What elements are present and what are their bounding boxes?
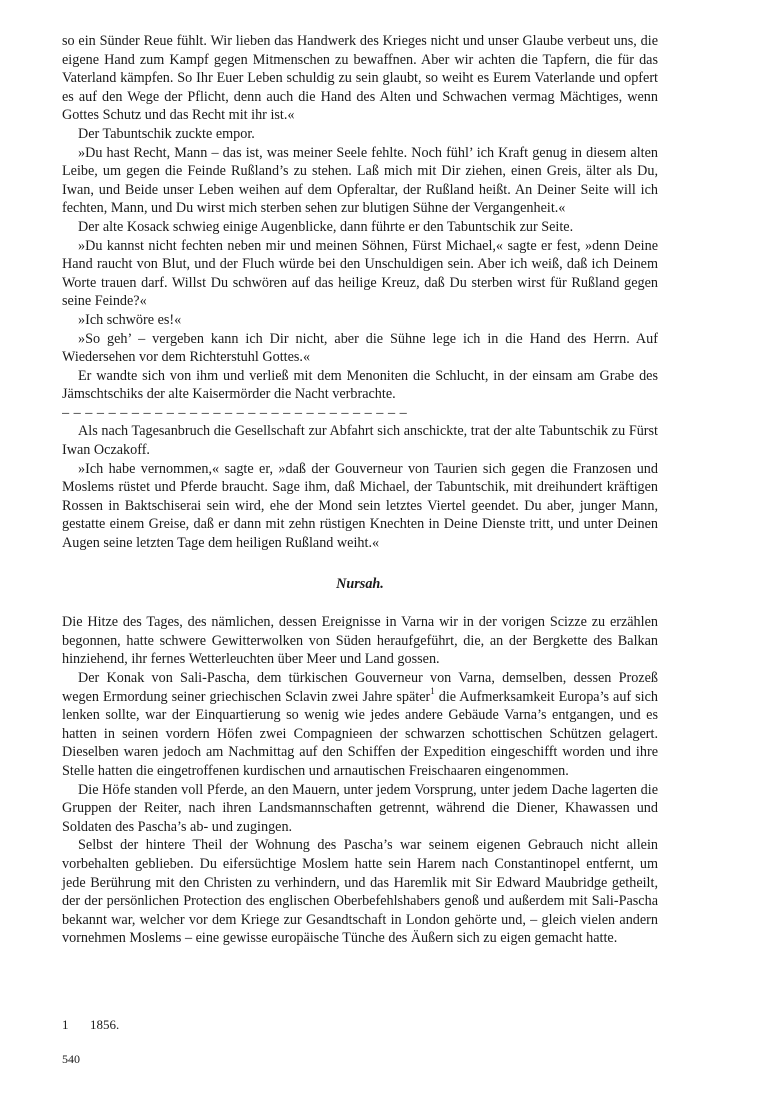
text-block-middle: [62, 422, 658, 552]
paragraph: »Du kannst nicht fechten neben mir und meinen Söhnen, Fürst Michael,« sagte er fest, »denn Deine Hand raucht von Blut, und der Fluch würde bei den Unschuldigen sein. Aber ich weiß, daß ich Deinem Worte trauen darf. Willst Du schwören auf das heilige Kreuz, daß Du sterben wirst für Rußland gegen seine Feinde?«: [62, 237, 658, 310]
paragraph: Selbst der hintere Theil der Wohnung des Pascha’s war seinem eigenen Gebrauch nicht allein vorbehalten geblieben. Du eifersüchtige Moslem hatte sein Harem nach Constantinopel entfernt, um jede Berührung mit den Christen zu verhindern, und das Haremlik mit Sir Edward Maubridge getheilt, der der persönlichen Protection des englischen Oberbefehlshabers genoß und außerdem mit Sali-Pascha bekannt war, welcher vor dem Kriege zur Gesandtschaft in London gehörte und, – gleich vielen andern vornehmen Moslems – eine gewisse europäische Tünche des Äußern sich zu eigen gemacht hatte.: [62, 837, 658, 947]
paragraph-konak: [62, 669, 658, 781]
paragraph: »Du hast Recht, Mann – das ist, was meiner Seele fehlte. Noch fühl’ ich Kraft genug in diesem alten Leibe, um gegen die Feinde Rußland’s zu stehen. Laß mich mit Dir ziehen, einen Greis, älter als Du, Iwan, und Beide unser Leben weihen auf dem Opferaltar, der Rußland heißt. An Deiner Seite will ich fechten, Mann, und Du wirst mich sterben sehen zur blutigen Sühne der Vergangenheit.«: [62, 144, 658, 217]
footnote-text: 1856.: [90, 1017, 120, 1032]
paragraph: Er wandte sich von ihm und verließ mit dem Menoniten die Schlucht, in der einsam am Grabe des Jämschtschiks der alte Kaisermörder die Nacht verbrachte.: [62, 367, 658, 403]
paragraph: Die Höfe standen voll Pferde, an den Mauern, unter jedem Vorsprung, unter jedem Dache lagerten die Gruppen der Reiter, nach ihren Landsmannschaften getrennt, während die Diener, Khawassen und Soldaten des Pascha’s ab- und zugingen.: [62, 781, 658, 835]
section-separator: – – – – – – – – – – – – – – – – – – – – – – – – – – – – – –: [62, 404, 408, 421]
footnote-marker: 1: [430, 685, 435, 696]
paragraph: Der alte Kosack schwieg einige Augenblicke, dann führte er den Tabuntschik zur Seite.: [78, 218, 574, 235]
page-number: 540: [62, 1052, 80, 1066]
paragraph-konak-after: die Aufmerksamkeit Europa’s auf sich lenken sollte, war der Einquartierung so wenig wie jedes andere Gebäude Varna’s entgangen, und es hatten in seinen vordern Höfen zwei Compagnieen der schwarzen schottischen Schützen gelagert. Dieselben waren jedoch am Nachmittag auf den Schiffen der Expedition eingeschifft worden und ihre Stelle hatten die eingetroffenen kurdischen und arnautischen Freischaaren eingenommen.: [62, 688, 658, 779]
text-block-bottom-continued: [62, 781, 658, 948]
paragraph: »So geh’ – vergeben kann ich Dir nicht, aber die Sühne lege ich in die Hand des Herrn. Auf Wiedersehen vor dem Richterstuhl Gottes.«: [62, 330, 658, 366]
paragraph: Die Hitze des Tages, des nämlichen, dessen Ereignisse in Varna wir in der vorigen Scizze zu erzählen begonnen, hatte schwere Gewitterwolken von Süden heraufgeführt, die, an der Bergkette des Balkan hinziehend, ihr fernes Wetterleuchten über Meer und Land gossen.: [62, 614, 658, 668]
chapter-heading: Nursah.: [336, 575, 384, 592]
paragraph: Der Tabuntschik zuckte empor.: [78, 125, 255, 142]
paragraph-konak-before: Der Konak von Sali-Pascha, dem türkischen Gouverneur von Varna, demselben, dessen Prozeß wegen Ermordung seiner griechischen Sclavin zwei Jahre später: [62, 670, 658, 705]
footnote-number: 1: [62, 1017, 69, 1032]
paragraph: Als nach Tagesanbruch die Gesellschaft zur Abfahrt sich anschickte, trat der alte Tabuntschik zu Fürst Iwan Oczakoff.: [62, 423, 658, 459]
paragraph: »Ich schwöre es!«: [78, 311, 182, 328]
footnote: [62, 1017, 119, 1033]
text-block-bottom: [62, 613, 658, 669]
paragraph: so ein Sünder Reue fühlt. Wir lieben das Handwerk des Krieges nicht und unser Glaube verbeut uns, die eigene Hand zum Kampf gegen Mitmenschen zu bewaffnen. Aber wir achten die Tapfern, die für das Vaterland kämpfen. So Ihr Euer Leben schuldig zu sein glaubt, so weiht es Eurem Vaterlande und opfert es auf den Wege der Pflicht, denn auch die Hand des Alten und Schwachen vermag Mächtiges, wenn Gottes Schutz und das Recht mit ihr ist.«: [62, 33, 658, 124]
page-body: [62, 32, 658, 948]
paragraph: »Ich habe vernommen,« sagte er, »daß der Gouverneur von Taurien sich gegen die Franzosen und Moslems rüstet und Pferde braucht. Sage ihm, daß Michael, der Tabuntschik, mit dreihundert kräftigen Rossen in Baktschiserai sein wird, ehe der Mond sein letztes Viertel geendet. Du aber, junger Mann, gestatte einem Greise, daß er dann mit zehn rüstigen Knechten in Deine Dienste tritt, und unter Deinen Augen seine letzten Tage dem heiligen Rußland weiht.«: [62, 460, 658, 552]
text-block-top: [62, 32, 658, 404]
